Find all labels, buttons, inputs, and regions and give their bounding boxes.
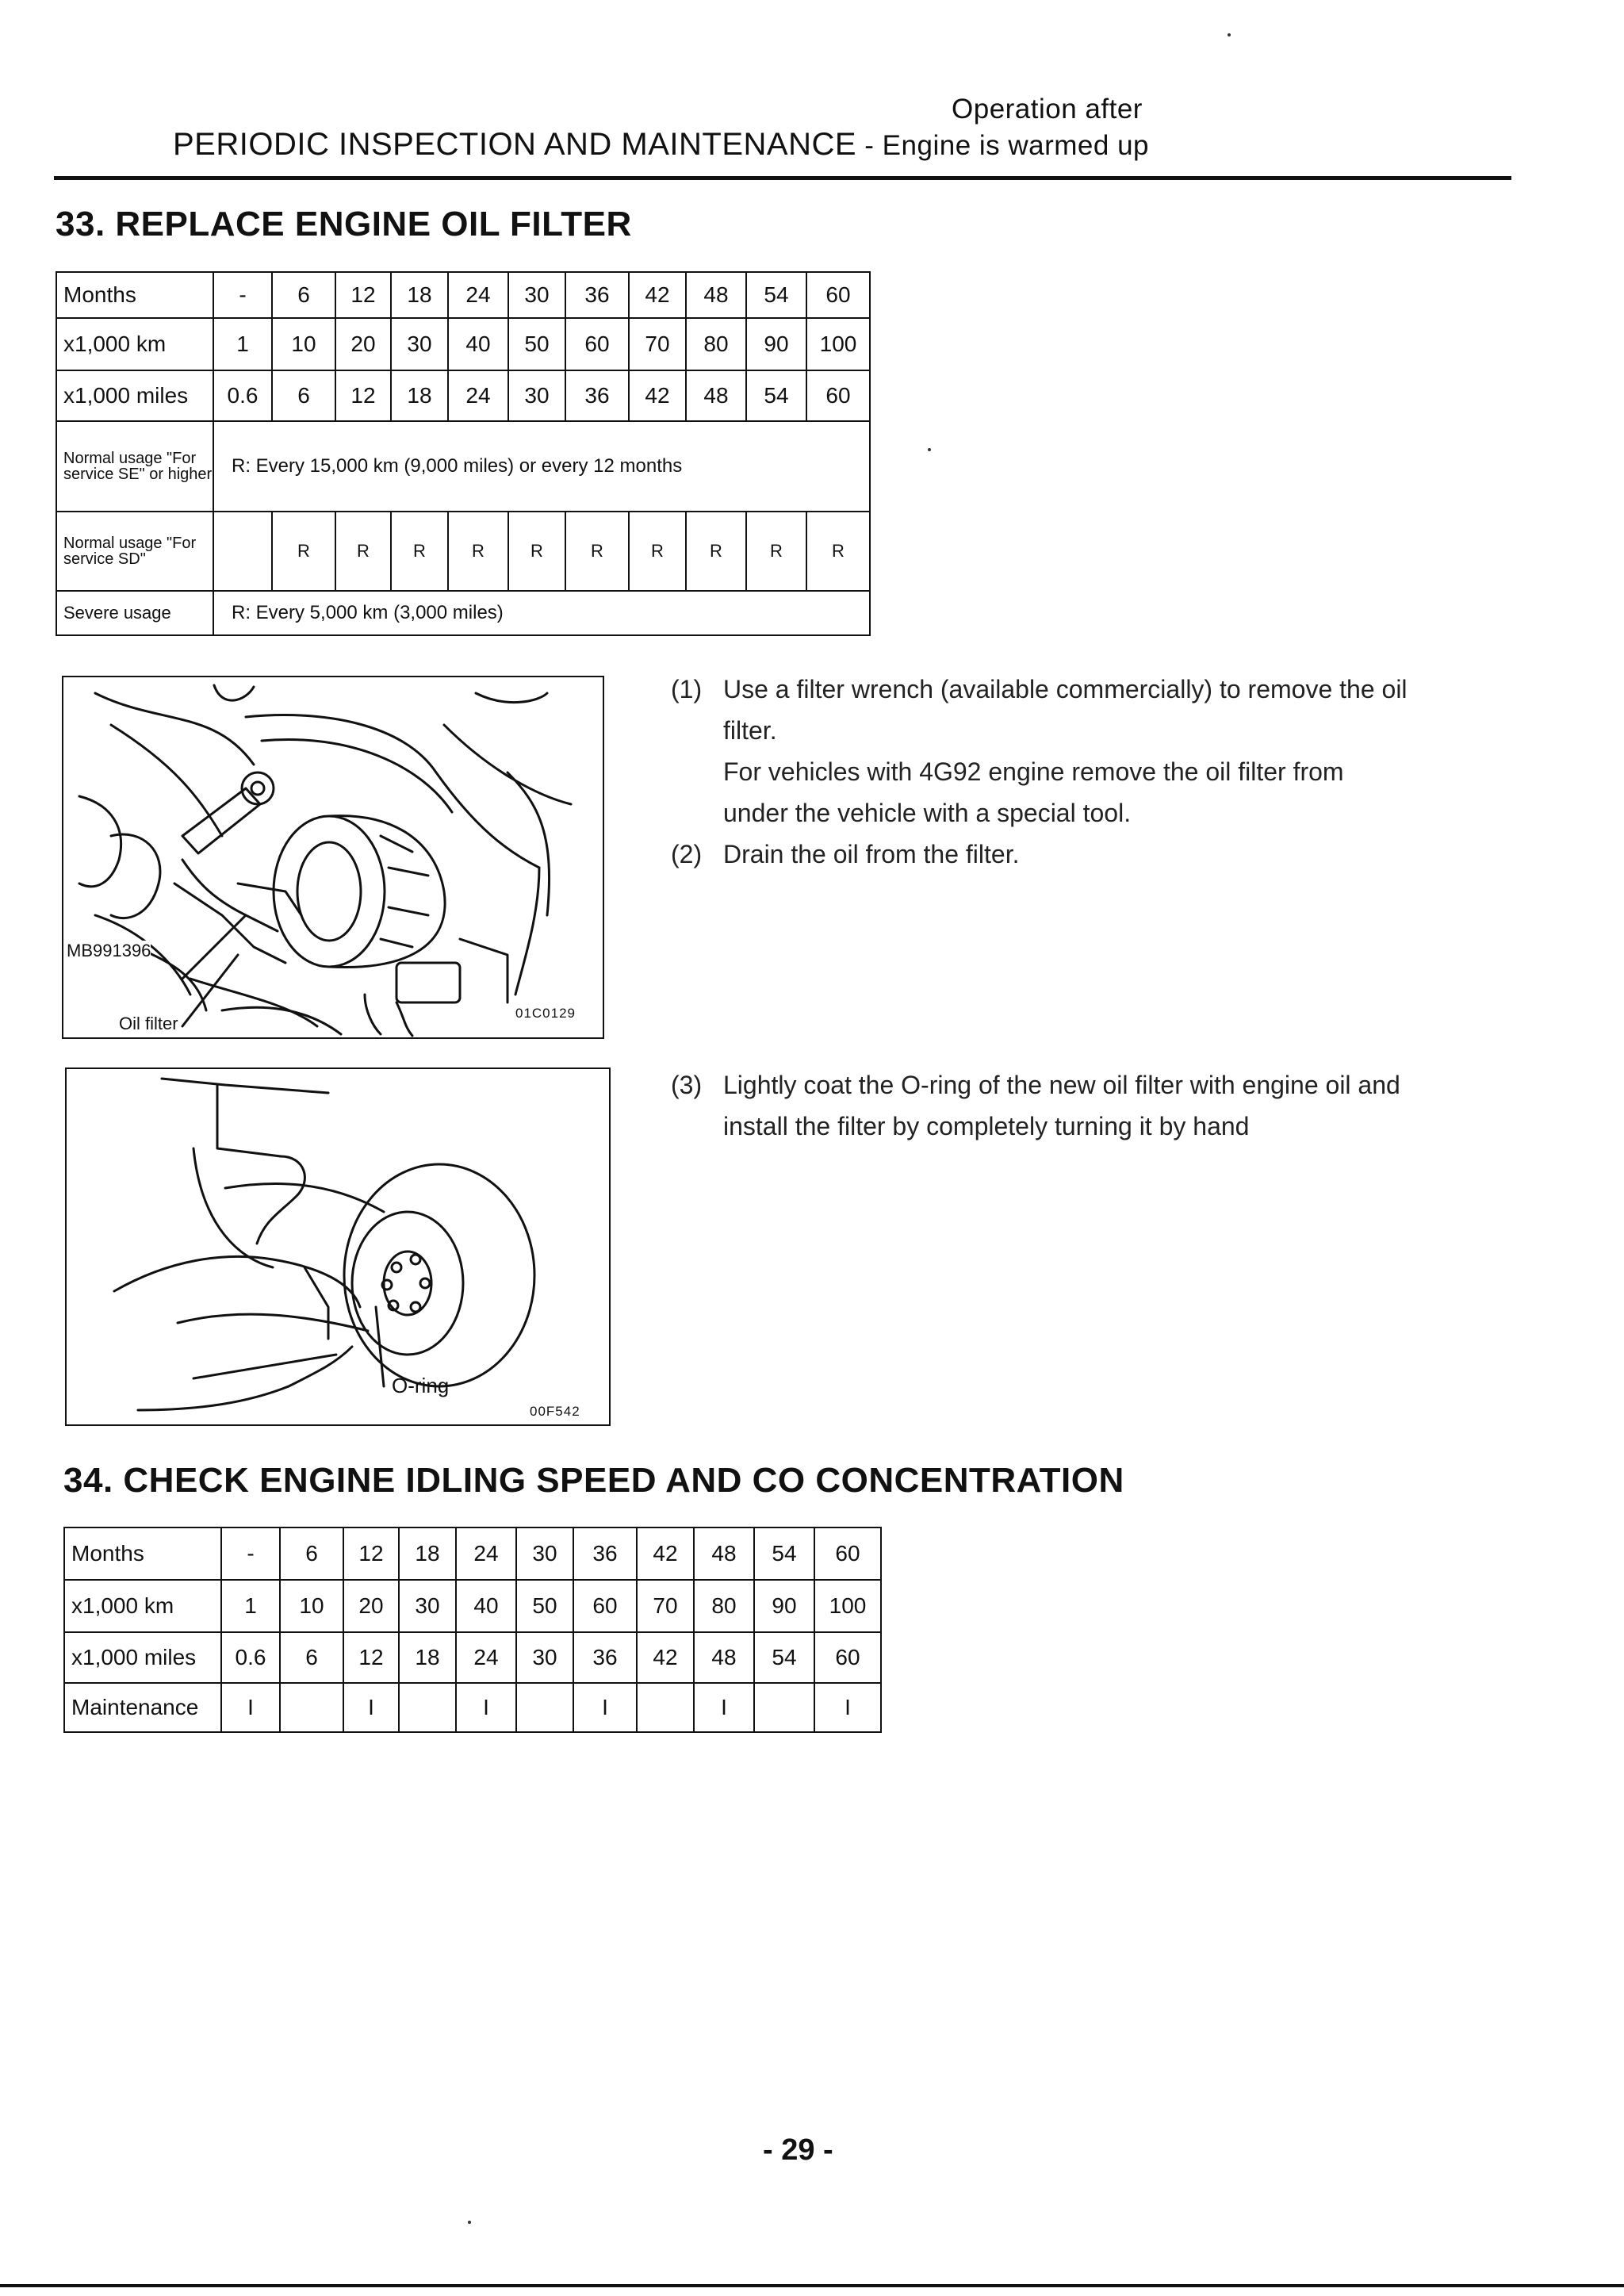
idle-co-schedule-table: [63, 1527, 882, 1733]
table-cell: 60: [573, 1580, 637, 1632]
table-cell: 10: [280, 1580, 343, 1632]
step-line: Use a filter wrench (available commercially) to remove the oil: [723, 675, 1408, 703]
oil-filter-label: Oil filter: [119, 1014, 178, 1033]
step-3: [671, 1064, 1527, 1159]
section-33-title: 33. REPLACE ENGINE OIL FILTER: [56, 205, 632, 243]
page-number: - 29 -: [763, 2133, 833, 2167]
table-cell: 1: [213, 318, 272, 370]
table-cell: 60: [565, 318, 629, 370]
table-row: [56, 591, 870, 635]
table-row: [56, 272, 870, 318]
table-cell: 36: [565, 370, 629, 421]
table-cell: 24: [448, 370, 508, 421]
scan-speck: [1228, 33, 1231, 36]
table-cell: R: [629, 512, 686, 591]
row-label: x1,000 km: [64, 1580, 221, 1632]
table-cell: 90: [746, 318, 806, 370]
table-cell: 18: [391, 370, 448, 421]
table-cell: [754, 1683, 814, 1732]
table-cell: 48: [694, 1632, 754, 1683]
table-cell: I: [814, 1683, 881, 1732]
table-cell: R: [391, 512, 448, 591]
table-cell: 6: [272, 370, 335, 421]
table-row: [56, 512, 870, 591]
tool-label: MB991396: [67, 941, 151, 960]
table-cell: 40: [448, 318, 508, 370]
step-line: under the vehicle with a special tool.: [723, 799, 1132, 827]
table-row: [56, 421, 870, 512]
table-cell: R: [335, 512, 391, 591]
row-label: x1,000 km: [56, 318, 213, 370]
table-cell: 6: [280, 1632, 343, 1683]
row-label-severe: Severe usage: [56, 591, 213, 635]
table-cell: 6: [280, 1527, 343, 1580]
table-cell: R: [746, 512, 806, 591]
row-label: Months: [56, 272, 213, 318]
table-cell: 100: [806, 318, 870, 370]
step-number: (2): [671, 840, 703, 868]
table-cell: 24: [456, 1527, 516, 1580]
table-cell: 36: [573, 1527, 637, 1580]
table-cell: 42: [637, 1527, 694, 1580]
table-row: [64, 1527, 881, 1580]
table-cell: 42: [629, 370, 686, 421]
table-cell: 30: [516, 1632, 573, 1683]
table-cell: 48: [686, 272, 746, 318]
table-cell: [399, 1683, 456, 1732]
oil-filter-schedule-table: [56, 271, 871, 636]
table-cell: 12: [343, 1527, 399, 1580]
table-cell: 80: [694, 1580, 754, 1632]
header-separator: -: [856, 130, 883, 161]
table-cell: I: [573, 1683, 637, 1732]
step-text: [723, 669, 1516, 834]
step-text: [723, 834, 1516, 875]
table-cell: [280, 1683, 343, 1732]
oil-filter-removal-figure: [62, 676, 604, 1039]
table-cell: I: [221, 1683, 280, 1732]
table-cell: 48: [694, 1527, 754, 1580]
table-cell: -: [213, 272, 272, 318]
oring-install-figure: [65, 1068, 611, 1426]
row-label: x1,000 miles: [64, 1632, 221, 1683]
table-cell: 10: [272, 318, 335, 370]
table-cell: R: [686, 512, 746, 591]
table-cell: 60: [814, 1632, 881, 1683]
table-cell: 30: [516, 1527, 573, 1580]
row-label: Months: [64, 1527, 221, 1580]
figure-code: 01C0129: [515, 1006, 576, 1021]
table-cell: 30: [508, 370, 565, 421]
step-line: Lightly coat the O-ring of the new oil filter with engine oil and: [723, 1071, 1400, 1099]
step-line: For vehicles with 4G92 engine remove the oil filter from: [723, 757, 1344, 786]
normal-se-note: R: Every 15,000 km (9,000 miles) or every 12 months: [213, 421, 870, 512]
step-text: [723, 1064, 1516, 1147]
row-label-normal-se: Normal usage "For service SE" or higher: [56, 421, 213, 512]
header-main: PERIODIC INSPECTION AND MAINTENANCE: [173, 127, 857, 162]
table-cell: 20: [335, 318, 391, 370]
table-row: [56, 318, 870, 370]
table-cell: 0.6: [221, 1632, 280, 1683]
table-cell: 18: [391, 272, 448, 318]
table-cell: 36: [565, 272, 629, 318]
table-row: [56, 370, 870, 421]
table-cell: 50: [516, 1580, 573, 1632]
table-cell: 80: [686, 318, 746, 370]
table-cell: 48: [686, 370, 746, 421]
table-cell: R: [448, 512, 508, 591]
table-cell: 70: [629, 318, 686, 370]
table-cell: 60: [814, 1527, 881, 1580]
table-row: [64, 1683, 881, 1732]
table-cell: 6: [272, 272, 335, 318]
table-cell: [516, 1683, 573, 1732]
table-cell: 12: [343, 1632, 399, 1683]
table-cell: 12: [335, 272, 391, 318]
table-cell: 18: [399, 1632, 456, 1683]
header-title: [173, 127, 1149, 163]
table-cell: 60: [806, 370, 870, 421]
table-cell: I: [456, 1683, 516, 1732]
engine-illustration: [63, 677, 603, 1037]
table-cell: R: [508, 512, 565, 591]
table-cell: 36: [573, 1632, 637, 1683]
table-cell: 54: [746, 370, 806, 421]
table-cell: 20: [343, 1580, 399, 1632]
figure-code: 00F542: [530, 1404, 580, 1419]
table-cell: 60: [806, 272, 870, 318]
table-cell: R: [272, 512, 335, 591]
scan-speck: [928, 448, 931, 451]
header-subtitle-line1: Operation after: [952, 94, 1143, 125]
table-cell: 24: [448, 272, 508, 318]
row-label-normal-sd: Normal usage "For service SD": [56, 512, 213, 591]
oring-label: O-ring: [392, 1374, 450, 1397]
table-cell: 100: [814, 1580, 881, 1632]
step-2: [671, 834, 1527, 881]
severe-note: R: Every 5,000 km (3,000 miles): [213, 591, 870, 635]
table-cell: 50: [508, 318, 565, 370]
header-subtitle-line2: Engine is warmed up: [882, 130, 1150, 161]
filter-hand-illustration: [67, 1069, 609, 1424]
table-cell: 30: [399, 1580, 456, 1632]
table-cell: 54: [746, 272, 806, 318]
step-number: (3): [671, 1071, 703, 1099]
table-cell: R: [806, 512, 870, 591]
table-cell: 42: [637, 1632, 694, 1683]
table-cell: I: [694, 1683, 754, 1732]
row-label: x1,000 miles: [56, 370, 213, 421]
step-number: (1): [671, 675, 703, 703]
table-cell: 24: [456, 1632, 516, 1683]
table-cell: [213, 512, 272, 591]
header-rule: [54, 176, 1511, 180]
table-cell: 42: [629, 272, 686, 318]
table-row: [64, 1580, 881, 1632]
table-cell: 30: [508, 272, 565, 318]
table-cell: 40: [456, 1580, 516, 1632]
table-row: [64, 1632, 881, 1683]
table-cell: 18: [399, 1527, 456, 1580]
table-cell: 90: [754, 1580, 814, 1632]
scan-speck: [468, 2221, 471, 2224]
step-line: filter.: [723, 716, 777, 745]
table-cell: 12: [335, 370, 391, 421]
table-cell: 54: [754, 1632, 814, 1683]
step-line: install the filter by completely turning it by hand: [723, 1112, 1250, 1140]
table-cell: 70: [637, 1580, 694, 1632]
row-label: Maintenance: [64, 1683, 221, 1732]
section-34-title: 34. CHECK ENGINE IDLING SPEED AND CO CONCENTRATION: [63, 1461, 1124, 1500]
step-line: Drain the oil from the filter.: [723, 840, 1020, 868]
table-cell: 30: [391, 318, 448, 370]
table-cell: I: [343, 1683, 399, 1732]
table-cell: 0.6: [213, 370, 272, 421]
table-cell: 54: [754, 1527, 814, 1580]
table-cell: -: [221, 1527, 280, 1580]
table-cell: 1: [221, 1580, 280, 1632]
table-cell: [637, 1683, 694, 1732]
footer-rule: [0, 2284, 1624, 2287]
table-cell: R: [565, 512, 629, 591]
